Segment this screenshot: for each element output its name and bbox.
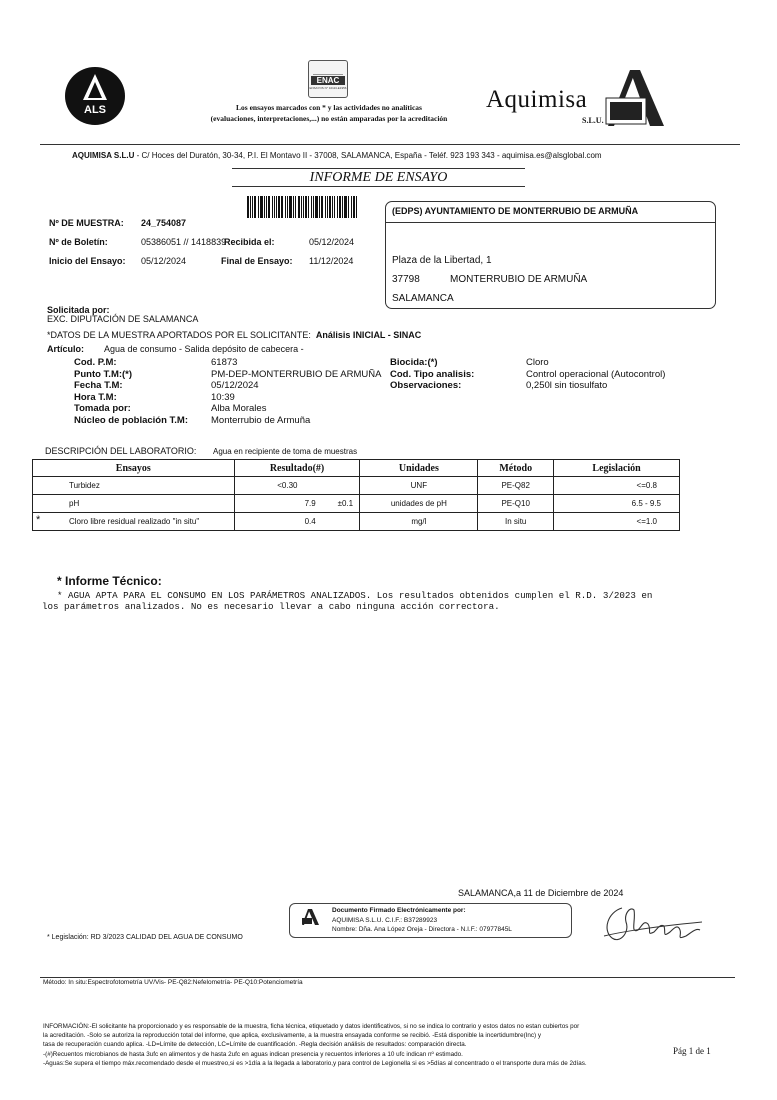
client-name-rule [386, 222, 715, 223]
fields-right [390, 357, 730, 392]
enac-logo [308, 60, 348, 98]
cell-resultado-wrap [234, 495, 360, 513]
barcode-bar [332, 196, 333, 218]
company-address [72, 151, 602, 160]
datos-label: *DATOS DE LA MUESTRA APORTADOS POR EL SOLICITANTE: [47, 330, 311, 340]
barcode-bar [337, 196, 338, 218]
barcode-bar [278, 196, 280, 218]
barcode-bar [305, 196, 307, 218]
barcode-bar [289, 196, 292, 218]
barcode-bar [329, 196, 331, 218]
articulo-value: Agua de consumo - Salida depósito de cabecera - [104, 344, 304, 354]
enac-small: ENSAYOS N° 1011/LE1956 [309, 86, 347, 90]
client-address: Plaza de la Libertad, 1 [392, 255, 492, 266]
barcode-bar [301, 196, 302, 218]
field-value: 05/12/2024 [211, 380, 259, 391]
field-row [390, 357, 730, 369]
metodo-note: Método: In situ:Espectrofotometría UV/Vis- PE-Q82:Nefelometría- PE-Q10:Potenciometría [43, 979, 303, 986]
barcode-bar [303, 196, 304, 218]
barcode [247, 196, 358, 218]
cell-ensayo-wrap [33, 513, 235, 531]
barcode-bar [353, 196, 355, 218]
report-title: INFORME DE ENSAYO [309, 170, 448, 185]
field-label: Cod. Tipo analisis: [390, 368, 475, 380]
col-header: Ensayos [33, 460, 235, 477]
metodo-rule [40, 977, 735, 978]
barcode-bar [247, 196, 249, 218]
cell-incertidumbre: ±0.1 [337, 499, 354, 508]
cell-ensayo: pH [33, 495, 235, 513]
descripcion-label: DESCRIPCIÓN DEL LABORATORIO: [45, 446, 197, 456]
barcode-bar [313, 196, 314, 218]
barcode-bar [342, 196, 343, 218]
place-date: SALAMANCA,a 11 de Diciembre de 2024 [458, 888, 624, 898]
barcode-bar [339, 196, 341, 218]
title-rule-top [232, 168, 525, 169]
field-label: Biocida:(*) [390, 357, 438, 368]
cell-resultado-wrap [234, 513, 360, 531]
table-row [33, 477, 680, 495]
results-table-wrap [32, 459, 680, 531]
page-number: Pág 1 de 1 [673, 1046, 711, 1056]
barcode-bar [250, 196, 251, 218]
field-row [74, 415, 394, 427]
articulo-label: Artículo: [47, 344, 84, 354]
aquimisa-logo [600, 68, 670, 128]
barcode-bar [266, 196, 267, 218]
field-label: Hora T.M: [74, 391, 117, 403]
table-row [33, 513, 680, 531]
field-label: Núcleo de población T.M: [74, 414, 189, 426]
field-row [74, 392, 394, 404]
barcode-bar [293, 196, 294, 218]
barcode-bar [321, 196, 323, 218]
cell-unidades: mg/l [360, 513, 478, 531]
footer-line5: -Aguas:Se supera el tiempo máx.recomendado desde el muestreo,si es >1día a la llegada a laboratorio,y para control de Legionella si es >5días al concentrado o el transporte dura más de 2días. [43, 1060, 587, 1067]
accreditation-note-1: Los ensayos marcados con * y las actividades no analíticas [236, 103, 422, 112]
firmado-title: Documento Firmado Electrónicamente por: [332, 907, 466, 914]
field-value: 61873 [211, 357, 238, 368]
field-label: Punto T.M:(*) [74, 368, 133, 380]
field-value: Alba Morales [211, 403, 267, 414]
final-label: Final de Ensayo: [221, 256, 293, 266]
cell-metodo: PE-Q10 [478, 495, 554, 513]
client-postal: 37798 [392, 274, 420, 285]
barcode-bar [298, 196, 300, 218]
final-value: 11/12/2024 [309, 256, 354, 266]
field-row [74, 357, 394, 369]
enac-text: ENAC [311, 76, 345, 85]
handwritten-signature [600, 900, 705, 950]
cell-unidades: unidades de pH [360, 495, 478, 513]
firmado-name: Nombre: Dña. Ana López Oreja - Directora - N.I.F.: 07977845L [332, 926, 512, 933]
footer-line2: la acreditación. -Solo se autoriza la reproducción total del informe, que aplica, exclusivamente, a la muestra ensayada conforme se recibió. -Está disponible la incertidumbre(Inc) y [43, 1032, 542, 1039]
inicio-label: Inicio del Ensayo: [49, 256, 126, 266]
col-header: Unidades [360, 460, 478, 477]
als-logo [63, 66, 127, 126]
barcode-bar [272, 196, 273, 218]
title-rule-bottom [232, 186, 525, 187]
cell-ensayo: Turbidez [33, 477, 235, 495]
inicio-value: 05/12/2024 [141, 256, 187, 266]
field-row [390, 369, 730, 381]
barcode-bar [348, 196, 349, 218]
recibida-label: Recibida el: [224, 237, 275, 247]
client-city: MONTERRUBIO DE ARMUÑA [450, 274, 588, 285]
col-header: Resultado(#) [234, 460, 360, 477]
aquimisa-sub: S.L.U. [582, 116, 604, 125]
footer-line4: -(#)Recuentos microbianos de hasta 3ufc en alimentos y de hasta 2ufc en aguas indican presencia y recuentos inferiores a 10 ufc indican nº estimado. [43, 1051, 463, 1058]
barcode-bar [274, 196, 275, 218]
numero-label: Nº DE MUESTRA: [49, 218, 124, 228]
barcode-bar [276, 196, 277, 218]
barcode-bar [308, 196, 309, 218]
address-rest: - C/ Hoces del Duratón, 30-34, P.I. El Montavo II - 37008, SALAMANCA, España - Teléf. 923 193 343 - aquimisa.es@alsglobal.com [134, 151, 602, 160]
footer-line1: INFORMACIÓN:-El solicitante ha proporcionado y es responsable de la muestra, ficha técnica, etiquetado y datos identificativos, si no se indica lo contrario y estos datos no estan cubiertos por [43, 1023, 580, 1030]
accreditation-note-2: (evaluaciones, interpretaciones,...) no están amparadas por la acreditación [210, 114, 448, 123]
barcode-bar [285, 196, 286, 218]
field-value: 10:39 [211, 391, 235, 403]
firmado-company: AQUIMISA S.L.U. C.I.F.: B37289923 [332, 917, 438, 924]
solicitada-label: Solicitada por: [47, 305, 110, 315]
cell-metodo: PE-Q82 [478, 477, 554, 495]
barcode-bar [252, 196, 253, 218]
numero-value: 24_754087 [141, 218, 187, 228]
cell-resultado: <0.30 [234, 477, 360, 495]
field-value: Control operacional (Autocontrol) [526, 368, 666, 380]
cell-legislacion: <=1.0 [554, 513, 680, 531]
client-name: (EDPS) AYUNTAMIENTO DE MONTERRUBIO DE ARMUÑA [392, 206, 639, 216]
barcode-bar [356, 196, 357, 218]
table-row [33, 495, 680, 513]
cell-resultado: 0.4 [304, 517, 316, 526]
field-label: Tomada por: [74, 403, 131, 414]
barcode-bar [315, 196, 318, 218]
boletin-label: Nº de Boletín: [49, 237, 108, 247]
barcode-bar [311, 196, 312, 218]
recibida-value: 05/12/2024 [309, 237, 355, 247]
legislacion-note: * Legislación: RD 3/2023 CALIDAD DEL AGUA DE CONSUMO [47, 934, 243, 941]
field-label: Observaciones: [390, 380, 462, 391]
barcode-bar [344, 196, 347, 218]
aquimisa-mini-logo [300, 908, 320, 931]
barcode-bar [295, 196, 296, 218]
col-header: Método [478, 460, 554, 477]
cell-legislacion: <=0.8 [554, 477, 680, 495]
field-row [390, 380, 730, 392]
aquimisa-name: Aquimisa [486, 86, 588, 113]
cell-unidades: UNF [360, 477, 478, 495]
informe-tecnico-line1: * AGUA APTA PARA EL CONSUMO EN LOS PARÁMETROS ANALIZADOS. Los resultados obtenidos cumplen el R.D. 3/2023 en [57, 590, 653, 601]
address-company: AQUIMISA S.L.U [72, 151, 135, 160]
barcode-bar [334, 196, 335, 218]
barcode-bar [287, 196, 288, 218]
field-value: Monterrubio de Armuña [211, 414, 311, 426]
datos-line [47, 330, 421, 340]
informe-tecnico-title: * Informe Técnico: [57, 574, 162, 588]
field-row [74, 403, 394, 415]
barcode-bar [260, 196, 263, 218]
barcode-bar [264, 196, 265, 218]
barcode-bar [254, 196, 256, 218]
footer-line3: tasa de recuperación cuando aplica. -LD=Límite de detección, LC=Límite de cuantificación. -Regla decisión análisis de resultados: comparación directa. [43, 1041, 467, 1048]
cell-metodo: In situ [478, 513, 554, 531]
results-table [32, 459, 680, 531]
col-header: Legislación [554, 460, 680, 477]
barcode-bar [325, 196, 326, 218]
table-header-row [33, 460, 680, 477]
solicitada-value: EXC. DIPUTACIÓN DE SALAMANCA [47, 314, 199, 324]
field-value: PM-DEP-MONTERRUBIO DE ARMUÑA [211, 368, 382, 380]
barcode-bar [351, 196, 352, 218]
row-mark: * [36, 514, 41, 526]
cell-legislacion: 6.5 - 9.5 [554, 495, 680, 513]
descripcion-value: Agua en recipiente de toma de muestras [213, 447, 358, 456]
datos-value: Análisis INICIAL - SINAC [315, 330, 422, 340]
field-value: Cloro [526, 357, 549, 368]
client-province: SALAMANCA [392, 293, 454, 304]
field-row [74, 380, 394, 392]
field-row [74, 369, 394, 381]
barcode-bar [319, 196, 320, 218]
field-label: Fecha T.M: [74, 380, 123, 391]
boletin-value: 05386051 // 1418839 [141, 237, 227, 247]
cell-resultado: 7.9 [304, 499, 316, 508]
field-value: 0,250l sin tiosulfato [526, 380, 608, 391]
barcode-bar [268, 196, 270, 218]
cell-ensayo: Cloro libre residual realizado "in situ" [69, 517, 200, 526]
header-rule [40, 144, 740, 145]
field-label: Cod. P.M: [74, 357, 117, 368]
barcode-bar [281, 196, 283, 218]
fields-left [74, 357, 394, 426]
als-logo-text: ALS [84, 104, 106, 116]
barcode-bar [258, 196, 259, 218]
informe-tecnico-line2: los parámetros analizados. No es necesario llevar a cabo ninguna acción correctora. [42, 601, 500, 612]
barcode-bar [327, 196, 328, 218]
